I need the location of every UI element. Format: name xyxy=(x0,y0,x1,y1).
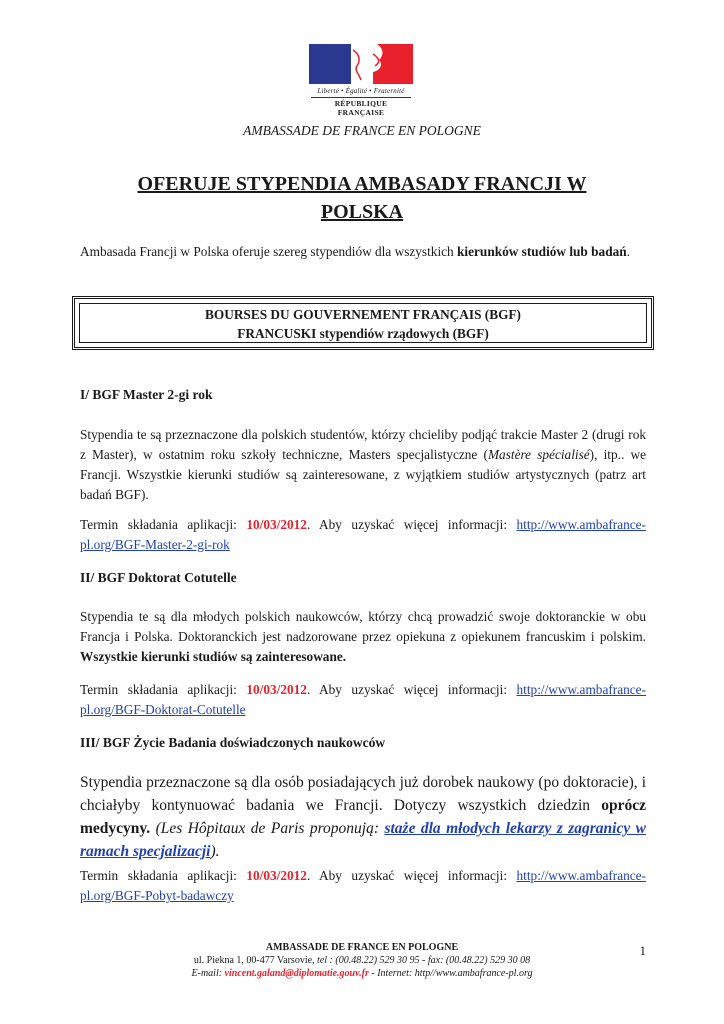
footer-email[interactable]: vincent.galand@diplomatie.gouv.fr xyxy=(224,968,369,979)
s1-term-info: . Aby uzyskać więcej informacji: xyxy=(306,517,517,532)
bgf-title-box xyxy=(72,296,654,350)
footer-email-label: E-mail: xyxy=(191,968,225,979)
s3-italic-end: ). xyxy=(210,843,220,860)
intro-paragraph xyxy=(80,242,646,262)
s3-text: Stypendia przeznaczone są dla osób posiadających już dorobek naukowy (po doktoracie), i chciałyby kontynuować badania we Francji. Dotyczy wszystkich dziedzin xyxy=(80,774,646,814)
section-2-heading: II/ BGF Doktorat Cotutelle xyxy=(80,570,237,585)
section-1-heading: I/ BGF Master 2-gi rok xyxy=(80,387,213,402)
marianne-flag-icon xyxy=(309,44,413,84)
s1-term-date: 10/03/2012 xyxy=(246,517,307,532)
s2-link[interactable]: http://www.ambafrance-pl.org/BGF-Doktorat-Cotutelle xyxy=(80,682,646,717)
logo-motto: Liberté • Égalité • Fraternité xyxy=(317,87,405,95)
section-3-paragraph xyxy=(80,771,646,863)
page-number: 1 xyxy=(639,943,646,958)
s3-term-info: . Aby uzyskać więcej informacji: xyxy=(306,868,517,883)
footer-contact xyxy=(0,967,724,980)
s1-term-label: Termin składania aplikacji: xyxy=(80,517,247,532)
s2-text: Stypendia te są dla młodych polskich naukowców, którzy chcą prowadzić swoje doktoranckie w obu Francja i Polska. Doktoranckich jest nadzorowane przez opiekuna z opiekunem francuskim i polskim. xyxy=(80,609,646,644)
s2-bold: Wszystkie kierunki studiów są zainteresowane. xyxy=(80,649,347,664)
intro-text: Ambasada Francji w Polska oferuje szereg stypendiów dla wszystkich xyxy=(80,244,458,259)
section-2-paragraph xyxy=(80,607,646,667)
s1-text-end: ), itp.. we Francji. Wszystkie kierunki studiów są zainteresowane, z wyjątkiem studiów artystycznych (patrz art badań BGF). xyxy=(80,447,646,502)
s1-link[interactable]: http://www.ambafrance-pl.org/BGF-Master-2-gi-rok xyxy=(80,517,646,552)
intro-bold: kierunków studiów lub badań xyxy=(457,244,627,259)
footer-internet: - Internet: http//www.ambafrance-pl.org xyxy=(368,968,533,979)
footer-address xyxy=(0,954,724,967)
s3-term-date: 10/03/2012 xyxy=(246,868,307,883)
title-line-2: POLSKA xyxy=(320,201,404,223)
s2-term-label: Termin składania aplikacji: xyxy=(80,682,247,697)
intro-end: . xyxy=(626,244,630,259)
section-2-deadline xyxy=(80,680,646,720)
footer-ambassade: AMBASSADE DE FRANCE EN POLOGNE xyxy=(265,942,459,953)
title-line-1: OFERUJE STYPENDIA AMBASADY FRANCJI W xyxy=(137,173,587,195)
page-title xyxy=(100,170,624,226)
ambassade-heading: AMBASSADE DE FRANCE EN POLOGNE xyxy=(243,123,481,138)
s3-staze-link[interactable]: staże dla młodych lekarzy z zagranicy w ramach specjalizacji xyxy=(80,820,646,860)
page-footer xyxy=(0,941,724,980)
section-1-paragraph xyxy=(80,425,646,505)
box-line-2: FRANCUSKI stypendiów rządowych (BGF) xyxy=(237,326,489,341)
section-3-heading: III/ BGF Życie Badania doświadczonych naukowców xyxy=(80,735,386,750)
box-line-1: BOURSES DU GOUVERNEMENT FRANÇAIS (BGF) xyxy=(205,307,521,322)
s3-bold: oprócz medycyny. xyxy=(80,797,646,837)
section-1-deadline xyxy=(80,515,646,555)
section-3-deadline xyxy=(80,866,646,906)
s3-italic: (Les Hôpitaux de Paris proponują: xyxy=(150,820,385,837)
s2-term-date: 10/03/2012 xyxy=(246,682,307,697)
footer-phone: tel : (00.48.22) 529 30 95 - fax: (00.48.22) 529 30 08 xyxy=(317,955,531,966)
s1-italic: Mastère spécialisé xyxy=(487,447,590,462)
republique-logo xyxy=(307,44,415,117)
s1-text: Stypendia te są przeznaczone dla polskich studentów, którzy chcieliby podjąć trakcie Master 2 (drugi rok z Master), w ostatnim roku szkoły techniczne, Masters specjalistyczne ( xyxy=(80,427,646,462)
s3-term-label: Termin składania aplikacji: xyxy=(80,868,247,883)
logo-republic: RÉPUBLIQUE FRANÇAISE xyxy=(311,97,411,117)
footer-street: ul. Piekna 1, 00-477 Varsovie, xyxy=(193,955,318,966)
s2-term-info: . Aby uzyskać więcej informacji: xyxy=(306,682,517,697)
s3-link[interactable]: http://www.ambafrance-pl.org/BGF-Pobyt-badawczy xyxy=(80,868,646,903)
